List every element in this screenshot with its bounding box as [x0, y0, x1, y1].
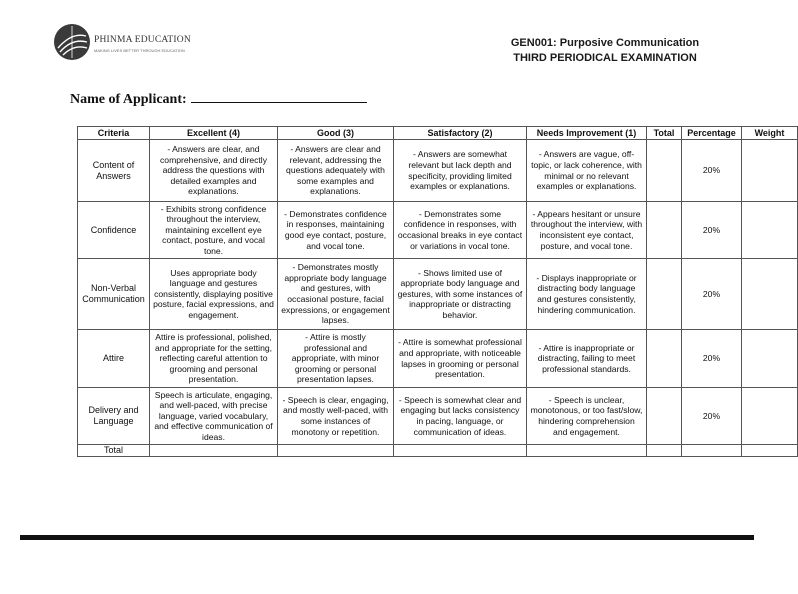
good-cell: - Demonstrates confidence in responses, maintaining good eye contact, posture, and vocal tone. [278, 202, 394, 259]
header-excellent: Excellent (4) [150, 127, 278, 140]
table-row [78, 388, 798, 445]
header-percentage: Percentage [682, 127, 742, 140]
percentage-cell: 20% [682, 259, 742, 330]
excellent-cell: Attire is professional, polished, and appropriate for the setting, reflecting careful attention to grooming and personal presentation. [150, 330, 278, 388]
total-cell[interactable] [647, 259, 682, 330]
criteria-cell: Attire [78, 330, 150, 388]
satisfactory-cell: - Demonstrates some confidence in responses, with occasional breaks in eye contact or variations in vocal tone. [394, 202, 527, 259]
percentage-cell: 20% [682, 330, 742, 388]
excellent-cell: Speech is articulate, engaging, and well-paced, with precise language, varied vocabulary, and effective communication of ideas. [150, 388, 278, 445]
empty-cell [394, 445, 527, 457]
empty-cell [682, 445, 742, 457]
criteria-cell: Non-Verbal Communication [78, 259, 150, 330]
applicant-label: Name of Applicant: [70, 92, 187, 107]
course-title: GEN001: Purposive Communication [510, 37, 700, 49]
header-total: Total [647, 127, 682, 140]
header-weight: Weight [742, 127, 798, 140]
total-cell[interactable] [647, 388, 682, 445]
table-row [78, 140, 798, 202]
exam-title: THIRD PERIODICAL EXAMINATION [513, 52, 697, 64]
weight-cell[interactable] [742, 259, 798, 330]
needs-improvement-cell: - Appears hesitant or unsure throughout the interview, with inconsistent eye contact, posture, and vocal tone. [527, 202, 647, 259]
header-criteria: Criteria [78, 127, 150, 140]
weight-cell[interactable] [742, 330, 798, 388]
percentage-cell: 20% [682, 388, 742, 445]
percentage-cell: 20% [682, 202, 742, 259]
percentage-cell: 20% [682, 140, 742, 202]
logo-tagline: MAKING LIVES BETTER THROUGH EDUCATION [94, 48, 185, 53]
satisfactory-cell: - Shows limited use of appropriate body language and gestures, with some instances of inappropriate or distracting behavior. [394, 259, 527, 330]
good-cell: - Answers are clear and relevant, addressing the questions adequately with some examples and explanations. [278, 140, 394, 202]
good-cell: - Attire is mostly professional and appropriate, with minor grooming or personal presentation lapses. [278, 330, 394, 388]
total-cell[interactable] [647, 140, 682, 202]
total-row [78, 445, 798, 457]
exam-header [470, 36, 740, 66]
good-cell: - Speech is clear, engaging, and mostly well-paced, with some instances of monotony or repetition. [278, 388, 394, 445]
phinma-logo [52, 22, 192, 64]
table-row [78, 259, 798, 330]
rubric-header-row [78, 127, 798, 140]
rubric-container [77, 126, 785, 457]
excellent-cell: - Answers are clear, and comprehensive, and directly address the questions with detailed examples and explanations. [150, 140, 278, 202]
weight-cell[interactable] [742, 388, 798, 445]
rubric-table [77, 126, 798, 457]
header-needs-improvement: Needs Improvement (1) [527, 127, 647, 140]
footer-rule [20, 535, 754, 540]
total-cell[interactable] [647, 202, 682, 259]
logo-name: PHINMA EDUCATION [94, 35, 191, 45]
good-cell: - Demonstrates mostly appropriate body language and gestures, with occasional posture, facial expressions, or engagement lapses. [278, 259, 394, 330]
empty-cell [278, 445, 394, 457]
empty-cell [527, 445, 647, 457]
phinma-emblem-icon [52, 22, 92, 62]
needs-improvement-cell: - Answers are vague, off-topic, or lack coherence, with minimal or no relevant examples or explanations. [527, 140, 647, 202]
needs-improvement-cell: - Displays inappropriate or distracting body language and gestures consistently, hindering communication. [527, 259, 647, 330]
grand-total-cell[interactable] [647, 445, 682, 457]
satisfactory-cell: - Answers are somewhat relevant but lack depth and specificity, providing limited examples or explanations. [394, 140, 527, 202]
satisfactory-cell: - Speech is somewhat clear and engaging but lacks consistency in pacing, language, or communication of ideas. [394, 388, 527, 445]
criteria-cell: Confidence [78, 202, 150, 259]
criteria-cell: Delivery and Language [78, 388, 150, 445]
table-row [78, 330, 798, 388]
empty-cell [150, 445, 278, 457]
weight-cell[interactable] [742, 202, 798, 259]
header-good: Good (3) [278, 127, 394, 140]
weight-cell[interactable] [742, 140, 798, 202]
total-cell[interactable] [647, 330, 682, 388]
satisfactory-cell: - Attire is somewhat professional and appropriate, with noticeable lapses in grooming or personal presentation. [394, 330, 527, 388]
criteria-cell: Content of Answers [78, 140, 150, 202]
empty-cell [742, 445, 798, 457]
excellent-cell: Uses appropriate body language and gestures consistently, displaying positive posture, facial expressions, and engagement. [150, 259, 278, 330]
applicant-blank-line[interactable] [191, 90, 367, 103]
applicant-name-field [70, 90, 367, 108]
header-satisfactory: Satisfactory (2) [394, 127, 527, 140]
table-row [78, 202, 798, 259]
excellent-cell: - Exhibits strong confidence throughout the interview, maintaining excellent eye contact, posture, and vocal tone. [150, 202, 278, 259]
needs-improvement-cell: - Attire is inappropriate or distracting, failing to meet professional standards. [527, 330, 647, 388]
needs-improvement-cell: - Speech is unclear, monotonous, or too fast/slow, hindering comprehension and engagement. [527, 388, 647, 445]
total-label-cell: Total [78, 445, 150, 457]
